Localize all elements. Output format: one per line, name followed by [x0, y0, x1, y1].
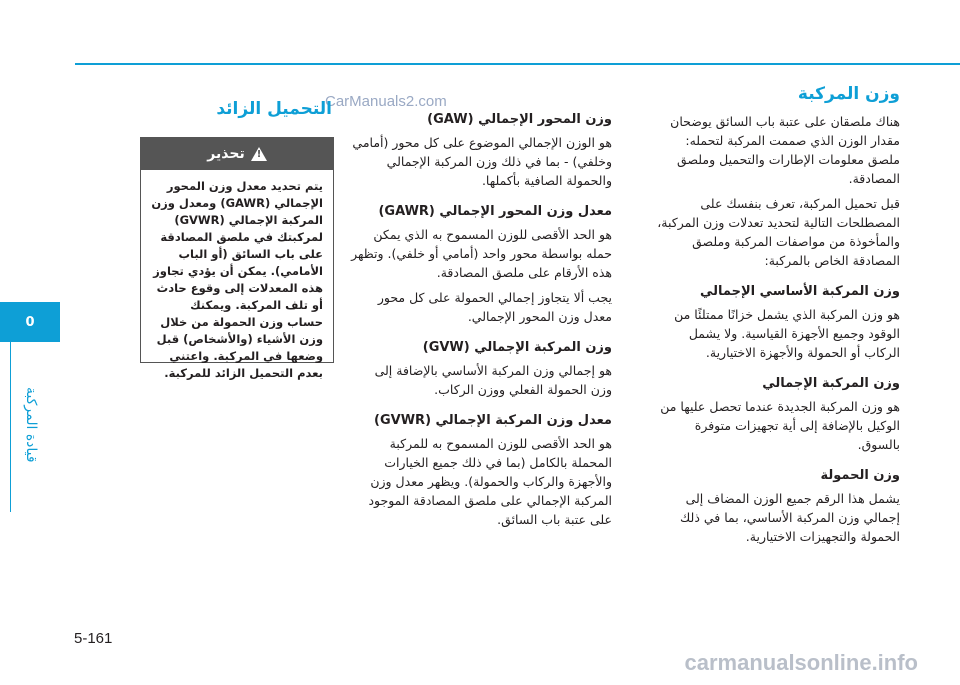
section-heading: معدل وزن المركبة الإجمالي (GVWR)	[374, 413, 612, 428]
warning-icon	[251, 147, 267, 161]
side-divider	[10, 342, 11, 512]
section-text: هو إجمالي وزن المركبة الأساسي بالإضافة إلى وزن الحمولة الفعلي ووزن الركاب.	[374, 363, 612, 397]
warning-label: تحذير	[207, 146, 245, 162]
intro-paragraph-2: قبل تحميل المركبة، تعرف بنفسك على المصطلحات التالية لتحديد تعدلات وزن المركبة، والمأخوذة من مواصفات المركبة وملصق المصادقة الخاص بالمركبة:	[657, 196, 900, 268]
section-text: هو الحد الأقصى للوزن المسموح به الذي يمكن حمله بواسطة محور واحد (أمامي أو خلفي). وتظهر هذه الأرقام على ملصق المصادقة.	[351, 227, 612, 280]
watermark-top: CarManuals2.com	[325, 93, 447, 110]
section-heading: وزن المركبة الإجمالي	[762, 376, 900, 391]
section-heading: معدل وزن المحور الإجمالي (GAWR)	[378, 204, 612, 219]
section-text: هو وزن المركبة الجديدة عندما تحصل عليها من الوكيل بالإضافة إلى أية تجهيزات متوفرة بالسوق.	[660, 399, 900, 452]
section-heading: وزن المركبة الإجمالي (GVW)	[422, 340, 612, 355]
page-number: 5-161	[74, 630, 113, 647]
section-text: يجب ألا يتجاوز إجمالي الحمولة على كل محور معدل وزن المحور الإجمالي.	[377, 290, 612, 324]
watermark-bottom: carmanualsonline.info	[684, 650, 918, 675]
section-heading: وزن المحور الإجمالي (GAW)	[427, 112, 612, 127]
left-column	[140, 100, 332, 127]
chapter-number-tab: 0	[0, 302, 60, 342]
section-heading: وزن الحمولة	[820, 468, 900, 483]
right-column	[650, 85, 900, 552]
overloading-title: التحميل الزائد	[216, 99, 332, 119]
warning-box	[140, 137, 334, 380]
warning-text: يتم تحديد معدل وزن المحور الإجمالي (GAWR) ومعدل وزن المركبة الإجمالي (GVWR) لمركبتك في ملصق المصادقة على باب السائق (أو الباب الأمامي). يمكن أن يؤدي تجاوز هذه المعدلات إلى وقوع حادث أو تلف المركبة. ويمكنك حساب وزن الحمولة من خلال وزن الأشياء (والأشخاص) قبل وضعها في المركبة. واعتني بعدم التحميل الزائد للمركبة.	[151, 179, 323, 380]
middle-column	[350, 110, 612, 535]
section-text: هو الحد الأقصى للوزن المسموح به للمركبة المحملة بالكامل (بما في ذلك جميع الخيارات والأجهزة والركاب والحمولة). ويظهر معدل وزن المركبة الإجمالي على ملصق المصادقة الموجود على عتبة باب السائق.	[368, 436, 612, 527]
section-text: هو وزن المركبة الذي يشمل خزانًا ممتلئًا من الوقود وجميع الأجهزة القياسية. ولا يشمل الركاب أو الحمولة والأجهزة الاختيارية.	[674, 307, 900, 360]
intro-paragraph: هناك ملصقان على عتبة باب السائق يوضحان مقدار الوزن الذي صممت المركبة لتحمله: ملصق معلومات الإطارات والتحميل وملصق المصادقة.	[670, 114, 900, 186]
vehicle-weight-title: وزن المركبة	[797, 84, 900, 104]
section-text: هو الوزن الإجمالي الموضوع على كل محور (أمامي وخلفي) - بما في ذلك وزن المركبة الإجمالي والحمولة الصافية بأكملها.	[352, 135, 612, 188]
top-rule	[75, 63, 960, 65]
warning-header	[141, 138, 333, 170]
section-text: يشمل هذا الرقم جميع الوزن المضاف إلى إجمالي وزن المركبة الأساسي، بما في ذلك الحمولة والتجهيزات الاختيارية.	[679, 491, 900, 544]
section-heading: وزن المركبة الأساسي الإجمالي	[699, 284, 900, 299]
chapter-title: قيادة المركبة	[23, 387, 39, 463]
